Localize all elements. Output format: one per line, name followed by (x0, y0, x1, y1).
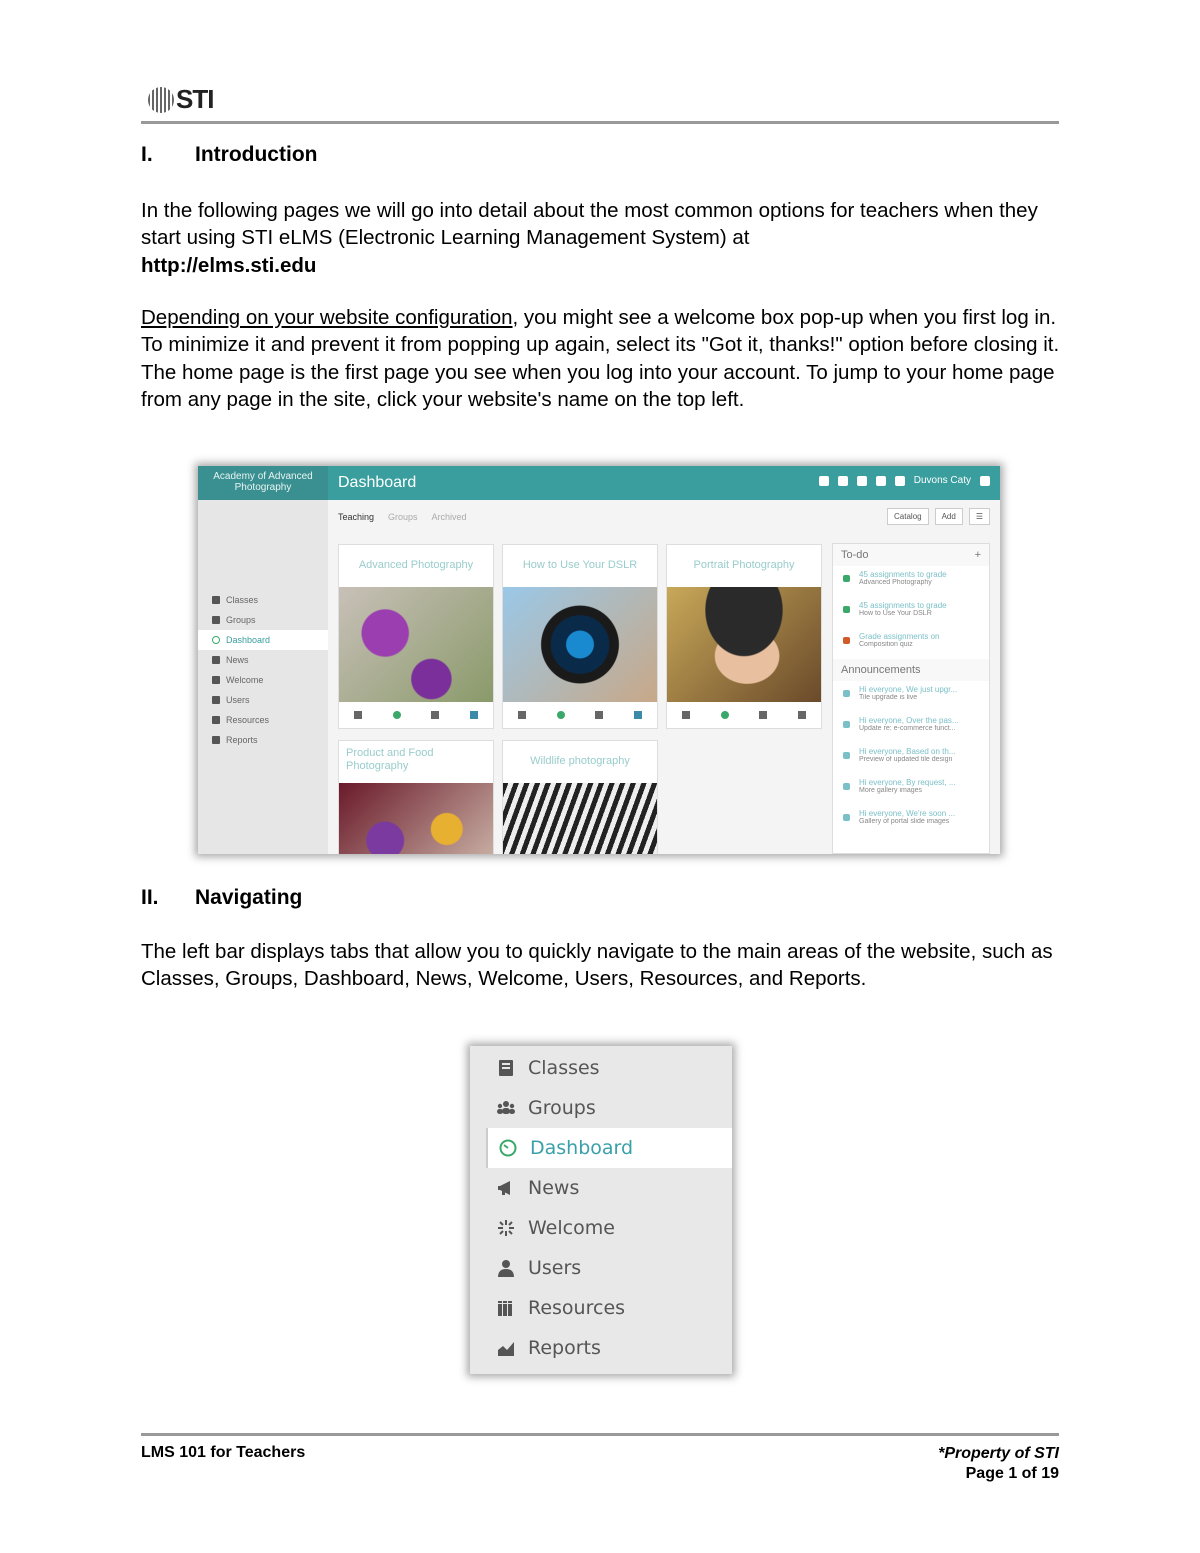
globe-icon (148, 87, 174, 113)
sidebar-item-label: Reports (226, 735, 258, 745)
dashboard-tabs (338, 512, 467, 522)
intro-paragraph-1 (141, 197, 1061, 279)
announcement-item[interactable] (833, 743, 989, 774)
item-link[interactable]: Hi everyone, We're soon ... (859, 809, 956, 818)
navigating-paragraph: The left bar displays tabs that allow you to quickly navigate to the main areas of the website, such as Classes, Groups, Dashboard, News, Welcome, Users, Resources, and Reports. (141, 940, 1053, 991)
sidebar-item-groups[interactable] (198, 610, 328, 630)
megaphone-icon[interactable] (595, 711, 603, 719)
nav-item-label: Dashboard (530, 1137, 634, 1159)
nav-item-reports[interactable] (486, 1328, 732, 1368)
group-icon (496, 1098, 516, 1118)
menu-icon[interactable]: ☰ (969, 508, 990, 525)
user-name[interactable]: Duvons Caty (913, 475, 971, 486)
pencil-icon (843, 637, 850, 644)
grid-icon[interactable] (518, 711, 526, 719)
nav-item-label: Classes (528, 1057, 600, 1079)
class-card-title: Portrait Photography (693, 559, 795, 571)
nav-item-groups[interactable] (486, 1088, 732, 1128)
intro-text: In the following pages we will go into detail about the most common options for teachers when they start using STI eLMS (Electronic Learning Management System) at (141, 199, 1038, 250)
nav-item-label: News (528, 1177, 580, 1199)
sidebar-item-label: Dashboard (226, 635, 271, 645)
class-card-title: Advanced Photography (358, 559, 474, 571)
todo-item[interactable] (833, 628, 989, 659)
item-link[interactable]: Hi everyone, Over the pas... (859, 716, 959, 725)
plus-icon[interactable]: + (974, 549, 981, 561)
nav-icon (212, 716, 220, 724)
megaphone-icon (843, 814, 850, 821)
nav-icon (212, 656, 220, 664)
todo-item[interactable] (833, 566, 989, 597)
section-heading-navigating (141, 886, 302, 910)
class-card-title: Product and Food Photography (346, 747, 434, 772)
user-icon (496, 1258, 516, 1278)
item-subtitle: Gallery of portal slide images (859, 818, 950, 825)
camera-lens-image (503, 587, 657, 702)
dashboard-title: Dashboard (338, 474, 417, 491)
card-actions (503, 702, 657, 728)
nav-item-classes[interactable] (486, 1048, 732, 1088)
announcement-item[interactable] (833, 805, 989, 836)
navigation-menu-screenshot (470, 1046, 732, 1374)
class-card[interactable] (666, 544, 822, 729)
todo-header (833, 544, 989, 566)
edit-icon[interactable] (634, 711, 642, 719)
footer-right (938, 1444, 1059, 1484)
announcement-item[interactable] (833, 681, 989, 712)
gauge-icon[interactable] (393, 711, 401, 719)
zebra-image (503, 783, 657, 854)
megaphone-icon[interactable] (759, 711, 767, 719)
megaphone-icon (843, 752, 850, 759)
card-actions (339, 702, 493, 728)
footer-rule (141, 1433, 1059, 1436)
nav-item-resources[interactable] (486, 1288, 732, 1328)
elms-link[interactable]: http://elms.sti.edu (141, 253, 317, 277)
announcement-item[interactable] (833, 712, 989, 743)
tab-groups[interactable]: Groups (388, 512, 418, 522)
help-icon[interactable] (876, 476, 886, 486)
item-link[interactable]: 45 assignments to grade (859, 570, 947, 579)
megaphone-icon (843, 783, 850, 790)
sidebar-item-label: News (226, 655, 249, 665)
sidebar-item-users[interactable] (198, 690, 328, 710)
item-link[interactable]: Hi everyone, By request, ... (859, 778, 956, 787)
dashboard-sidebar (832, 543, 990, 854)
sidebar-item-label: Resources (226, 715, 270, 725)
sidebar-item-dashboard[interactable] (198, 630, 328, 650)
section-heading-introduction (141, 143, 317, 167)
search-icon[interactable] (895, 476, 905, 486)
calendar-icon[interactable] (857, 476, 867, 486)
sidebar-item-news[interactable] (198, 650, 328, 670)
megaphone-icon (843, 690, 850, 697)
portrait-image (667, 587, 821, 702)
pencil-icon (843, 575, 850, 582)
edit-icon[interactable] (470, 711, 478, 719)
section-title: Navigating (195, 886, 303, 909)
hummingbird-image (339, 587, 493, 702)
announcement-item[interactable] (833, 774, 989, 805)
nav-icon (212, 636, 220, 644)
gauge-icon[interactable] (721, 711, 729, 719)
dashboard-screenshot (198, 466, 1000, 854)
intro-paragraph-2 (141, 304, 1061, 413)
dashboard-topbar (198, 466, 1000, 500)
nav-item-welcome[interactable] (486, 1208, 732, 1248)
item-subtitle: Composition quiz (859, 641, 913, 648)
nav-item-label: Reports (528, 1337, 601, 1359)
nav-icon (212, 696, 220, 704)
chart-icon (496, 1338, 516, 1358)
sidebar-item-label: Welcome (226, 675, 264, 685)
nav-item-label: Users (528, 1257, 582, 1279)
navigation-menu (486, 1048, 732, 1368)
catalog-button[interactable]: Catalog (887, 508, 929, 525)
item-link[interactable]: 45 assignments to grade (859, 601, 947, 610)
tab-archived[interactable]: Archived (431, 512, 467, 522)
todo-item[interactable] (833, 597, 989, 628)
sidebar-item-label: Classes (226, 595, 259, 605)
intro-text-2: , you might see a welcome box pop-up when you first log in. To minimize it and prevent it from popping up again, select its "Got it, thanks!" option before closing it. The home page is the first page you see when you log into your account. To jump to your home page from any page in the site, click your website's name on the top left. (141, 306, 1060, 411)
sidebar-item-reports[interactable] (198, 730, 328, 750)
announcements-header (833, 659, 989, 681)
card-actions (667, 702, 821, 728)
notification-icon[interactable] (819, 476, 829, 486)
gauge-icon (498, 1138, 518, 1158)
class-card-title: Wildlife photography (530, 755, 630, 767)
nav-item-dashboard[interactable] (486, 1128, 732, 1168)
item-link[interactable]: Grade assignments on (859, 632, 940, 641)
section-title: Introduction (195, 143, 318, 166)
footer-course-title: LMS 101 for Teachers (141, 1444, 306, 1461)
item-subtitle: Advanced Photography (859, 579, 932, 586)
nav-item-label: Welcome (528, 1217, 615, 1239)
footer-property: *Property of STI (938, 1445, 1059, 1462)
header-rule (141, 121, 1059, 124)
nav-icon (212, 596, 220, 604)
book-icon (496, 1058, 516, 1078)
megaphone-icon[interactable] (431, 711, 439, 719)
tab-teaching[interactable]: Teaching (338, 512, 375, 522)
nav-item-users[interactable] (486, 1248, 732, 1288)
grid-icon[interactable] (354, 711, 362, 719)
class-card-title: How to Use Your DSLR (522, 559, 638, 571)
item-subtitle: How to Use Your DSLR (859, 610, 932, 617)
class-card[interactable] (502, 544, 658, 729)
food-image (339, 783, 493, 854)
books-icon (496, 1298, 516, 1318)
todo-title: To-do (841, 549, 869, 561)
nav-icon (212, 736, 220, 744)
sti-logo (148, 84, 213, 115)
sidebar-item-label: Users (226, 695, 250, 705)
document-icon[interactable] (798, 711, 806, 719)
nav-icon (212, 676, 220, 684)
section-number: II. (141, 886, 159, 909)
sidebar-item-resources[interactable] (198, 710, 328, 730)
sidebar-item-classes[interactable] (198, 590, 328, 610)
nav-item-news[interactable] (486, 1168, 732, 1208)
megaphone-icon (843, 721, 850, 728)
item-subtitle: Preview of updated tile design (859, 756, 953, 763)
class-card[interactable] (338, 544, 494, 729)
nav-item-label: Groups (528, 1097, 596, 1119)
nav-icon (212, 616, 220, 624)
item-link[interactable]: Hi everyone, We just upgr... (859, 685, 958, 694)
nav-item-label: Resources (528, 1297, 626, 1319)
add-button[interactable]: Add (935, 508, 963, 525)
item-subtitle: Update re: e-commerce funct... (859, 725, 956, 732)
brand-name[interactable]: Academy of Advanced Photography (198, 466, 328, 500)
class-card[interactable] (502, 740, 658, 854)
item-subtitle: Tile upgrade is live (859, 694, 918, 701)
section-number: I. (141, 143, 153, 166)
sidebar-item-label: Groups (226, 615, 256, 625)
sidebar-item-welcome[interactable] (198, 670, 328, 690)
sparkle-icon (496, 1218, 516, 1238)
announcements-title: Announcements (841, 664, 921, 676)
underlined-phrase: Depending on your website configuration (141, 306, 513, 329)
class-card[interactable] (338, 740, 494, 854)
topbar-icons (819, 475, 990, 486)
avatar[interactable] (980, 476, 990, 486)
item-link[interactable]: Hi everyone, Based on th... (859, 747, 956, 756)
page-number: Page 1 of 19 (965, 1465, 1059, 1482)
item-subtitle: More gallery images (859, 787, 923, 794)
pencil-icon (843, 606, 850, 613)
activity-icon[interactable] (838, 476, 848, 486)
dashboard-left-bar (198, 500, 328, 854)
grid-icon[interactable] (682, 711, 690, 719)
logo-text: STI (176, 84, 214, 114)
gauge-icon[interactable] (557, 711, 565, 719)
dashboard-buttons (887, 508, 990, 525)
megaphone-icon (496, 1178, 516, 1198)
